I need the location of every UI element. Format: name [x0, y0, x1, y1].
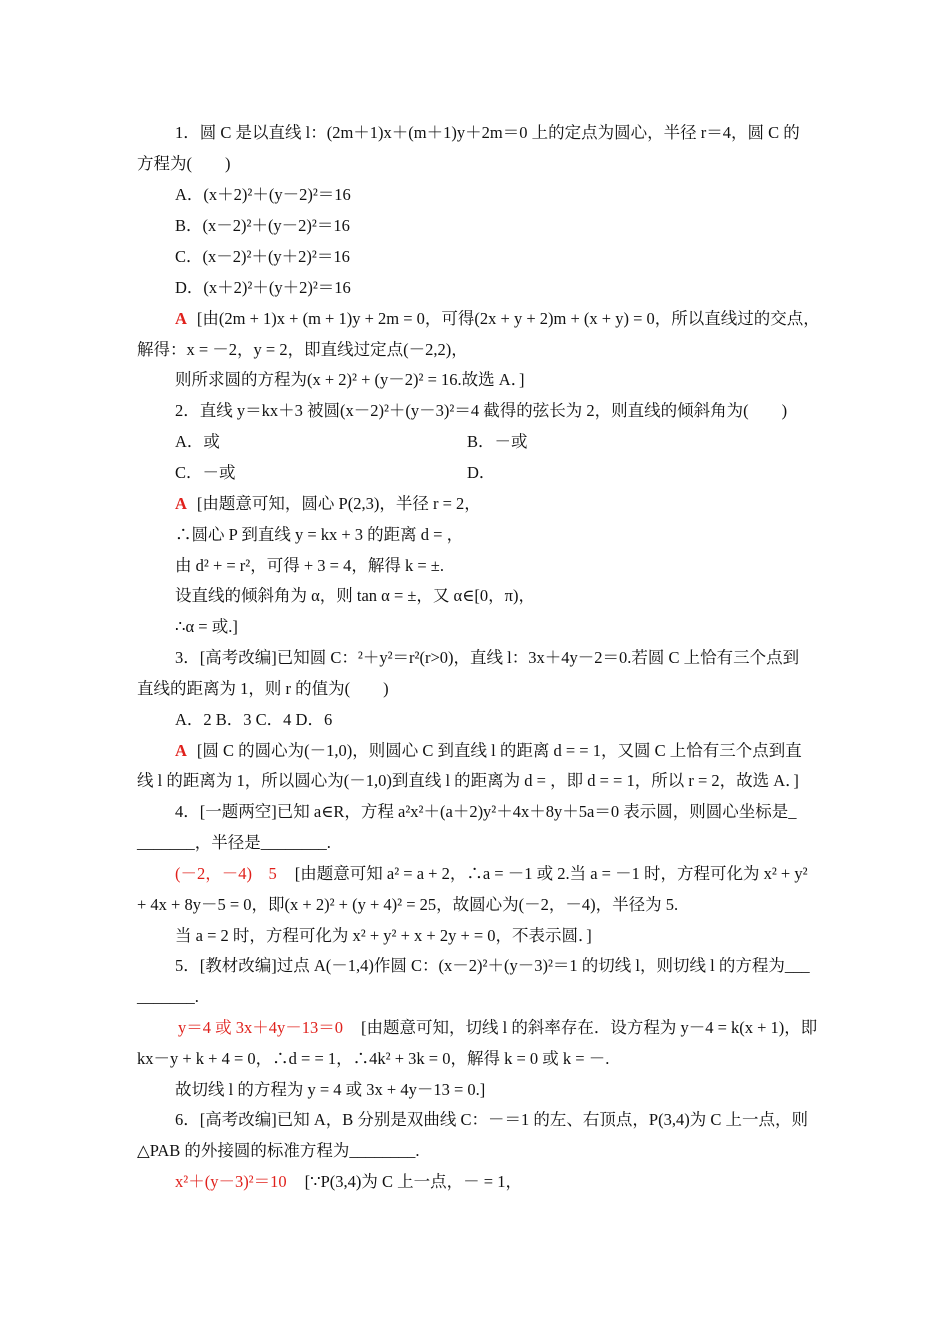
q5-answer: y＝4 或 3x＋4y－13＝0 — [178, 1018, 343, 1037]
q4-solution-text: [由题意可知 a² = a + 2，∴a = －1 或 2.当 a = －1 时，方程可化为 x² + y² — [294, 864, 808, 883]
q2-answer: A — [175, 494, 187, 513]
q2-option-a: A．或 — [175, 432, 220, 451]
q1-option-b: B．(x－2)²＋(y－2)²＝16 — [175, 216, 350, 235]
q5-solution-text: [由题意可知，切线 l 的斜率存在．设方程为 y－4 = k(x + 1)，即 — [361, 1018, 818, 1037]
q2-solution-line5: ∴α = 或.] — [175, 617, 238, 636]
q6-stem-line2: △PAB 的外接圆的标准方程为________. — [137, 1141, 420, 1160]
q3-answer: A — [175, 741, 187, 760]
q1-stem-line2: 方程为( ) — [137, 154, 231, 173]
q4-solution-line3: 当 a = 2 时，方程可化为 x² + y² + x + 2y + = 0，不表示圆．] — [175, 926, 592, 945]
q2-option-c: C．－或 — [175, 463, 236, 482]
q3-stem-line1: 3．[高考改编]已知圆 C：²＋y²＝r²(r>0)，直线 l：3x＋4y－2＝0.若圆 C 上恰有三个点到 — [175, 648, 800, 667]
q5-stem-line2: _______. — [137, 987, 199, 1006]
q2-stem: 2．直线 y＝kx＋3 被圆(x－2)²＋(y－3)²＝4 截得的弦长为 2，则直线的倾斜角为( ) — [175, 401, 788, 420]
q2-solution-text: [由题意可知，圆心 P(2,3)，半径 r = 2， — [196, 494, 481, 513]
q3-options: A．2 B．3 C．4 D．6 — [175, 710, 333, 729]
q1-solution-text: [由(2m + 1)x + (m + 1)y + 2m = 0，可得(2x + y + 2)m + (x + y) = 0，所以直线过的交点， — [196, 309, 820, 328]
q1-option-a: A．(x＋2)²＋(y－2)²＝16 — [175, 185, 351, 204]
q1-solution-line1 — [175, 308, 820, 330]
q2-solution-line1 — [175, 493, 481, 515]
q2-solution-line2: ∴圆心 P 到直线 y = kx + 3 的距离 d = ， — [175, 525, 464, 544]
q3-solution-text: [圆 C 的圆心为(－1,0)，则圆心 C 到直线 l 的距离 d = = 1，又圆 C 上恰有三个点到直 — [196, 741, 802, 760]
q4-answer: (－2，－4) 5 — [175, 864, 277, 883]
q5-solution-line3: 故切线 l 的方程为 y = 4 或 3x + 4y－13 = 0.] — [175, 1080, 486, 1099]
q1-option-d: D．(x＋2)²＋(y＋2)²＝16 — [175, 278, 351, 297]
q4-stem-line2: _______，半径是________. — [137, 833, 331, 852]
q3-solution-line2: 线 l 的距离为 1，所以圆心为(－1,0)到直线 l 的距离为 d = ，即 d = = 1，所以 r = 2，故选 A．] — [137, 771, 799, 790]
q1-solution-line2: 解得：x = －2，y = 2，即直线过定点(－2,2)， — [137, 340, 468, 359]
q1-solution-line3: 则所求圆的方程为(x + 2)² + (y－2)² = 16.故选 A．] — [175, 370, 525, 389]
q6-solution-text: [∵P(3,4)为 C 上一点，－ = 1， — [304, 1172, 522, 1191]
q4-stem-line1: 4．[一题两空]已知 a∈R，方程 a²x²＋(a＋2)y²＋4x＋8y＋5a＝0 表示圆，则圆心坐标是_ — [175, 802, 797, 821]
q1-answer: A — [175, 309, 187, 328]
q4-solution-line1 — [175, 863, 808, 885]
q2-solution-line3: 由 d² + = r²，可得 + 3 = 4，解得 k = ±. — [175, 556, 444, 575]
q5-solution-line1 — [178, 1017, 817, 1039]
q5-solution-line2: kx－y + k + 4 = 0，∴d = = 1，∴4k² + 3k = 0，解得 k = 0 或 k = －. — [137, 1049, 610, 1068]
q6-answer: x²＋(y－3)²＝10 — [175, 1172, 287, 1191]
q1-stem-line1: 1．圆 C 是以直线 l：(2m＋1)x＋(m＋1)y＋2m＝0 上的定点为圆心，半径 r＝4，圆 C 的 — [175, 123, 800, 142]
q5-stem-line1: 5．[教材改编]过点 A(－1,4)作圆 C：(x－2)²＋(y－3)²＝1 的切线 l，则切线 l 的方程为___ — [175, 956, 810, 975]
q6-stem-line1: 6．[高考改编]已知 A，B 分别是双曲线 C：－＝1 的左、右顶点，P(3,4)为 C 上一点，则 — [175, 1110, 808, 1129]
q1-option-c: C．(x－2)²＋(y＋2)²＝16 — [175, 247, 350, 266]
q2-option-b: B．－或 — [467, 432, 528, 451]
q2-option-d: D． — [467, 463, 496, 482]
q6-solution-line1 — [175, 1171, 522, 1193]
q4-solution-line2: + 4x + 8y－5 = 0，即(x + 2)² + (y + 4)² = 25，故圆心为(－2，－4)，半径为 5. — [137, 895, 679, 914]
q3-stem-line2: 直线的距离为 1，则 r 的值为( ) — [137, 679, 389, 698]
q2-solution-line4: 设直线的倾斜角为 α，则 tan α = ±，又 α∈[0，π)， — [175, 586, 535, 605]
q3-solution-line1 — [175, 740, 802, 762]
